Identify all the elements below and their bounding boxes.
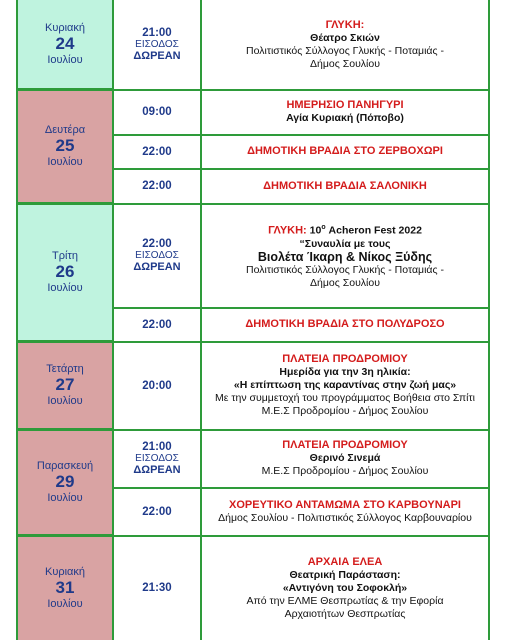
- day-month: Ιουλίου: [47, 156, 83, 168]
- event-organizer: Μ.Ε.Σ Προδρομίου - Δήμος Σουλίου: [261, 405, 429, 417]
- day-number: 27: [55, 375, 75, 394]
- time-cell: [114, 169, 202, 203]
- free-label: ΔΩΡΕΑΝ: [133, 464, 181, 476]
- event-title: ΔΗΜΟΤΙΚΗ ΒΡΑΔΙΑ ΣΤΟ ΠΟΛΥΔΡΟΣΟ: [245, 318, 445, 330]
- event-description: [202, 0, 488, 89]
- schedule-table: [16, 0, 490, 640]
- day-number: 31: [55, 578, 75, 597]
- event-time: 22:00: [142, 505, 172, 518]
- day-month: Ιουλίου: [47, 492, 83, 504]
- time-cell: [114, 342, 202, 429]
- time-cell: [114, 308, 202, 341]
- event-location: ΓΛΥΚΗ:: [325, 18, 365, 31]
- day-month: Ιουλίου: [47, 598, 83, 610]
- event-title: Ημερίδα για την 3η ηλικία:: [279, 366, 411, 378]
- event-time: 09:00: [142, 106, 172, 118]
- event-organizer: Πολιτιστικός Σύλλογος Γλυκής - Ποταμιάς -: [246, 263, 444, 276]
- event-location: ΑΡΧΑΙΑ ΕΛΕΑ: [307, 555, 383, 568]
- event-location: Αγία Κυριακή (Πόποβο): [286, 112, 404, 124]
- day-cell-31: [18, 536, 114, 640]
- day-name: Δευτέρα: [44, 124, 86, 136]
- event-title: Θέατρο Σκιών: [310, 31, 380, 44]
- event-time: 22:00: [142, 145, 172, 158]
- event-description: [202, 135, 488, 168]
- time-cell: [114, 204, 202, 307]
- day-number: 25: [55, 136, 75, 155]
- event-description: [202, 430, 488, 487]
- day-cell-24: [18, 0, 114, 90]
- event-title: ΔΗΜΟΤΙΚΗ ΒΡΑΔΙΑ ΣΑΛΟΝΙΚΗ: [263, 179, 427, 192]
- event-subtitle: «Η επίπτωση της καραντίνας στην ζωή μας»: [233, 379, 457, 391]
- free-label: ΔΩΡΕΑΝ: [133, 261, 181, 273]
- event-location: ΓΛΥΚΗ:: [268, 224, 307, 237]
- day-number: 26: [55, 262, 75, 281]
- event-organizer: Δήμος Σουλίου: [310, 57, 380, 70]
- event-description: [202, 342, 488, 429]
- event-heading: [268, 221, 422, 238]
- event-title: Θερινό Σινεμά: [309, 452, 381, 464]
- event-edition-suffix: ο: [321, 224, 326, 232]
- event-time: 20:00: [142, 379, 172, 392]
- day-cell-26: [18, 204, 114, 342]
- event-title: Θεατρική Παράσταση:: [289, 568, 401, 581]
- event-organizer: Με την συμμετοχή του προγράμματος Βοήθεια στο Σπίτι: [215, 392, 475, 404]
- time-cell: [114, 488, 202, 535]
- time-cell: [114, 536, 202, 640]
- event-edition: 10: [309, 224, 322, 237]
- event-description: [202, 169, 488, 203]
- day-number: 24: [55, 34, 75, 53]
- day-name: Παρασκευή: [36, 460, 94, 472]
- time-cell: [114, 135, 202, 168]
- event-location: ΠΛΑΤΕΙΑ ΠΡΟΔΡΟΜΙΟΥ: [282, 439, 408, 451]
- event-organizer: Δήμος Σουλίου: [310, 276, 380, 289]
- day-cell-25: [18, 90, 114, 204]
- entry-label: ΕΙΣΟΔΟΣ: [135, 39, 179, 50]
- entry-label: ΕΙΣΟΔΟΣ: [135, 453, 179, 464]
- event-organizer: Πολιτιστικός Σύλλογος Γλυκής - Ποταμιάς -: [246, 44, 444, 57]
- event-organizer: Αρχαιοτήτων Θεσπρωτίας: [284, 607, 406, 620]
- day-number: 29: [55, 472, 75, 491]
- event-time: 21:00: [142, 27, 172, 39]
- day-name: Τετάρτη: [46, 363, 84, 375]
- event-organizer: Από την ΕΛΜΕ Θεσπρωτίας & την Εφορία: [246, 594, 444, 607]
- event-title: “Συναυλία με τους: [299, 237, 391, 250]
- event-description: [202, 536, 488, 640]
- entry-label: ΕΙΣΟΔΟΣ: [135, 250, 179, 261]
- event-description: [202, 488, 488, 535]
- event-title: ΗΜΕΡΗΣΙΟ ΠΑΝΗΓΥΡΙ: [286, 99, 404, 111]
- event-performers: Βιολέτα Ίκαρη & Νίκος Ξύδης: [257, 249, 433, 264]
- time-cell: [114, 90, 202, 134]
- event-time: 21:00: [142, 441, 172, 453]
- day-month: Ιουλίου: [47, 395, 83, 407]
- free-label: ΔΩΡΕΑΝ: [133, 50, 181, 62]
- day-cell-29: [18, 430, 114, 536]
- event-organizer: Δήμος Σουλίου - Πολιτιστικός Σύλλογος Καρβουναρίου: [218, 511, 472, 524]
- event-location: ΠΛΑΤΕΙΑ ΠΡΟΔΡΟΜΙΟΥ: [282, 353, 408, 365]
- event-time: 21:30: [142, 582, 172, 594]
- event-time: 22:00: [142, 318, 172, 331]
- event-description: [202, 204, 488, 307]
- day-name: Κυριακή: [44, 566, 86, 578]
- event-subtitle: «Αντιγόνη του Σοφοκλή»: [282, 581, 408, 594]
- event-description: [202, 90, 488, 134]
- time-cell: [114, 0, 202, 89]
- event-time: 22:00: [142, 180, 172, 192]
- event-time: 22:00: [142, 238, 172, 250]
- day-cell-27: [18, 342, 114, 430]
- day-name: Τρίτη: [52, 250, 78, 262]
- day-month: Ιουλίου: [47, 282, 83, 294]
- day-month: Ιουλίου: [47, 54, 83, 66]
- event-title: ΧΟΡΕΥΤΙΚΟ ΑΝΤΑΜΩΜΑ ΣΤΟ ΚΑΡΒΟΥΝΑΡΙ: [229, 498, 461, 511]
- event-title: ΔΗΜΟΤΙΚΗ ΒΡΑΔΙΑ ΣΤΟ ΖΕΡΒΟΧΩΡΙ: [247, 145, 443, 157]
- event-organizer: Μ.Ε.Σ Προδρομίου - Δήμος Σουλίου: [261, 465, 429, 477]
- event-description: [202, 308, 488, 341]
- event-festival: Acheron Fest 2022: [328, 224, 422, 237]
- day-name: Κυριακή: [44, 22, 86, 34]
- time-cell: [114, 430, 202, 487]
